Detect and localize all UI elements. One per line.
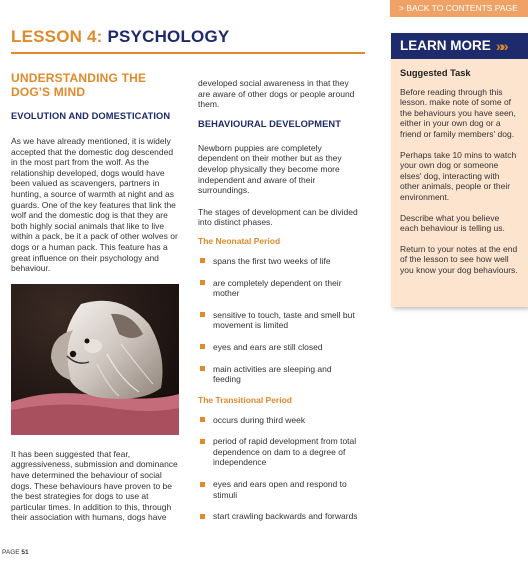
list-item: start crawling backwards and forwards: [198, 511, 358, 522]
bullet-square-icon: [200, 439, 205, 444]
bullet-square-icon: [200, 344, 205, 349]
list-item: period of rapid development from total dependence on dam to a degree of independence: [198, 436, 358, 468]
lesson-number: LESSON 4:: [11, 27, 103, 46]
list-item: main activities are sleeping and feeding: [198, 364, 358, 385]
list-item: sensitive to touch, taste and smell but movement is limited: [198, 310, 358, 331]
left-column: [11, 72, 181, 523]
bullet-square-icon: [200, 312, 205, 317]
title-divider: [11, 52, 365, 54]
bullet-square-icon: [200, 258, 205, 263]
learn-more-header: [391, 33, 528, 59]
transitional-list: [198, 415, 358, 522]
learn-more-body: [391, 59, 528, 276]
evolution-paragraph: As we have already mentioned, it is widely accepted that the domestic dog descended in the most part from the wolf. As the relationship developed, dogs would have been valued as scavengers, partners in hunting, a source of warmth at night and as guards. One of the key features that link the wolf and the domestic dog is that they are both highly social animals that like to live within a pack, be it a pack of other wolves or dogs or a human pack. This feature has a great influence on their psychology and behaviour.: [11, 136, 178, 274]
task-paragraph: Before reading through this lesson. make note of some of the behaviours you have seen, either in your own dog or a friend or family members' dog.: [400, 86, 516, 139]
lesson-title: [11, 27, 229, 47]
behavioural-development-heading: BEHAVIOURAL DEVELOPMENT: [198, 118, 341, 129]
behaviour-paragraph: It has been suggested that fear, aggressiveness, submission and dominance have determined the behaviour of social dogs. These behaviours have proven to be the best strategies for dogs to use at particular times. In addition to this, through their association with humans, dogs have: [11, 448, 178, 523]
transitional-heading: The Transitional Period: [198, 394, 292, 405]
bullet-square-icon: [200, 514, 205, 519]
bullet-square-icon: [200, 366, 205, 371]
social-awareness-paragraph: developed social awareness in that they are aware of other dogs or people around them.: [198, 78, 355, 110]
neonatal-heading: The Neonatal Period: [198, 235, 281, 246]
double-chevron-icon: »»: [496, 38, 506, 54]
evolution-heading: EVOLUTION AND DOMESTICATION: [11, 111, 171, 121]
bullet-square-icon: [200, 417, 205, 422]
neonatal-list: [198, 256, 358, 385]
newborn-paragraph: Newborn puppies are completely dependent on their mother but as they develop physically they become more independent and aware of their surroundings.: [198, 142, 342, 196]
task-paragraph: Describe what you believe each behaviour is telling us.: [400, 212, 505, 234]
dog-photo: [11, 284, 179, 435]
list-item: eyes and ears are still closed: [198, 342, 358, 353]
list-item: occurs during third week: [198, 415, 358, 426]
dog-photo-image: [11, 284, 179, 435]
stages-paragraph: The stages of development can be divided into distinct phases.: [198, 206, 358, 228]
list-item: spans the first two weeks of life: [198, 256, 358, 267]
bullet-square-icon: [200, 280, 205, 285]
list-item: eyes and ears open and respond to stimuli: [198, 479, 358, 500]
task-paragraph: Perhaps take 10 mins to watch your own dog or someone elses' dog, interacting with other animals, people or their environment.: [400, 149, 517, 202]
back-to-contents-link[interactable]: > BACK TO CONTENTS PAGE: [390, 0, 528, 17]
suggested-task-heading: Suggested Task: [400, 68, 471, 78]
section-title: UNDERSTANDING THE DOG'S MIND: [11, 71, 147, 99]
learn-more-title: LEARN MORE: [400, 38, 491, 53]
list-item: are completely dependent on their mother: [198, 278, 358, 299]
middle-column: [198, 78, 358, 522]
bullet-square-icon: [200, 482, 205, 487]
lesson-name: PSYCHOLOGY: [107, 27, 230, 46]
task-paragraph: Return to your notes at the end of the lesson to see how well you know your dog behaviours.: [400, 243, 518, 275]
learn-more-panel: [391, 33, 528, 307]
page-number: PAGE 51: [2, 549, 29, 556]
